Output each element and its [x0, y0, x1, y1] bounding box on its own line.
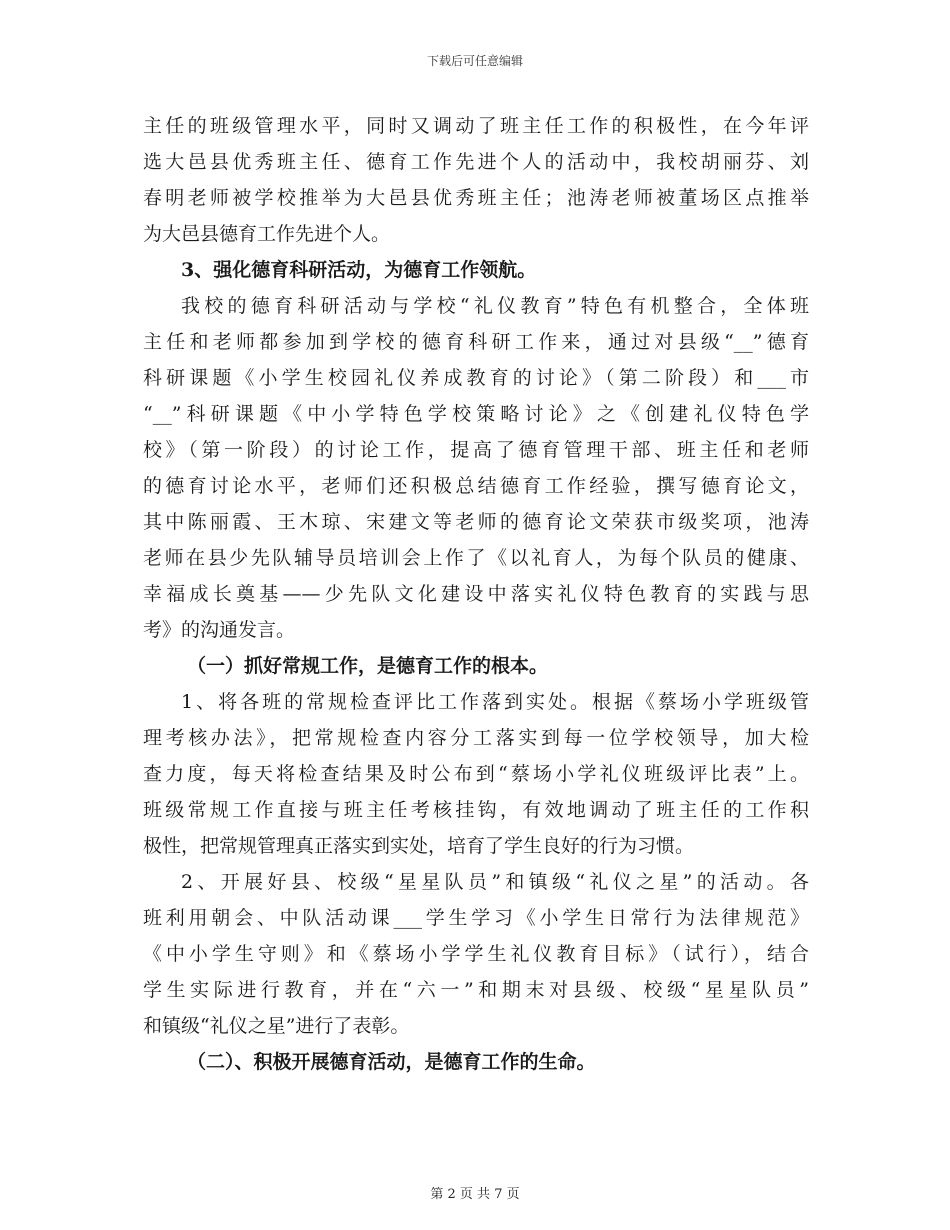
paragraph-line: 的德育讨论水平，老师们还积极总结德育工作经验，撰写德育论文，: [143, 475, 809, 497]
paragraph-line: 其中陈丽霞、王木琼、宋建文等老师的德育论文荣获市级奖项，池涛: [143, 511, 809, 533]
paragraph-line-end: 为大邑县德育工作先进个人。: [143, 223, 391, 245]
section-heading: 3、强化德育科研活动，为德育工作领航。: [181, 259, 537, 281]
paragraph-line: 科研课题《小学生校园礼仪养成教育的讨论》（第二阶段）和___市: [143, 367, 809, 389]
paragraph-line: 理考核办法》，把常规检查内容分工落实到每一位学校领导，加大检: [143, 727, 809, 749]
paragraph-line: 春明老师被学校推举为大邑县优秀班主任；池涛老师被董场区点推举: [143, 187, 809, 209]
paragraph-line: 学生实际进行教育，并在“六一”和期末对县级、校级“星星队员”: [143, 979, 809, 1001]
paragraph-line: 幸福成长奠基——少先队文化建设中落实礼仪特色教育的实践与思: [143, 583, 809, 605]
document-body: [143, 108, 809, 1080]
paragraph-line: 选大邑县优秀班主任、德育工作先进个人的活动中，我校胡丽芬、刘: [143, 151, 809, 173]
paragraph-line: 班级常规工作直接与班主任考核挂钩，有效地调动了班主任的工作积: [143, 799, 809, 821]
paragraph-first-line: 1、将各班的常规检查评比工作落到实处。根据《蔡场小学班级管: [181, 691, 809, 713]
paragraph-line: 老师在县少先队辅导员培训会上作了《以礼育人，为每个队员的健康、: [143, 547, 809, 569]
paragraph-line: 主任的班级管理水平，同时又调动了班主任工作的积极性，在今年评: [143, 115, 809, 137]
page-header: 下载后可任意编辑: [426, 54, 523, 68]
paragraph-line-end: 极性，把常规管理真正落实到实处，培育了学生良好的行为习惯。: [143, 835, 695, 857]
section-heading: （一）抓好常规工作，是德育工作的根本。: [187, 655, 549, 677]
paragraph-line-end: 考》的沟通发言。: [143, 619, 296, 641]
page-footer: 第 2 页 共 7 页: [430, 1187, 520, 1202]
paragraph-first-line: 2、开展好县、校级“星星队员”和镇级“礼仪之星”的活动。各: [181, 871, 809, 893]
paragraph-line: 查力度，每天将检查结果及时公布到“蔡场小学礼仪班级评比表”上。: [143, 763, 809, 785]
paragraph-line: 主任和老师都参加到学校的德育科研工作来，通过对县级“__”德育: [143, 331, 809, 353]
paragraph-line: “__”科研课题《中小学特色学校策略讨论》之《创建礼仪特色学: [143, 403, 809, 425]
paragraph-first-line: 我校的德育科研活动与学校“礼仪教育”特色有机整合，全体班: [181, 295, 809, 317]
section-heading: （二）、积极开展德育活动，是德育工作的生命。: [187, 1051, 596, 1073]
paragraph-line: 校》（第一阶段）的讨论工作，提高了德育管理干部、班主任和老师: [143, 439, 809, 461]
paragraph-line: 《中小学生守则》和《蔡场小学学生礼仪教育目标》（试行），结合: [143, 943, 809, 965]
paragraph-line-end: 和镇级“礼仪之星”进行了表彰。: [143, 1015, 410, 1037]
paragraph-line: 班利用朝会、中队活动课___学生学习《小学生日常行为法律规范》: [143, 907, 809, 929]
